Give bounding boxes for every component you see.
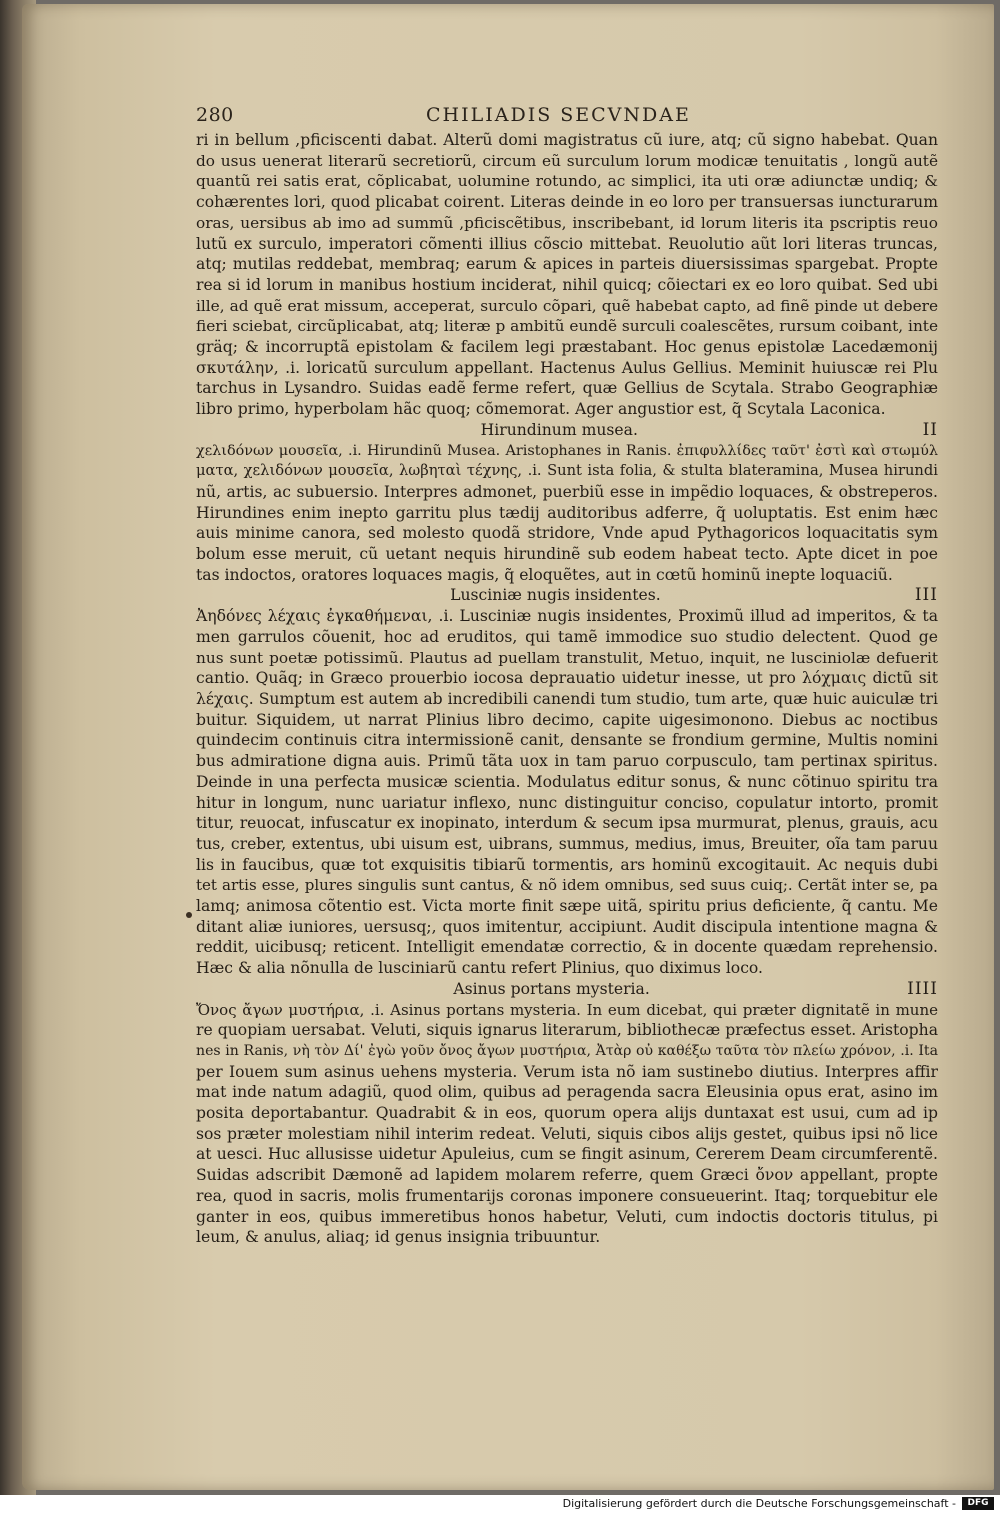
section-heading xyxy=(196,585,938,606)
text-line: re quopiam uersabat. Veluti, siquis ignarus literarum, bibliothecæ præfectus esset. Aristopha xyxy=(196,1021,938,1040)
text-line: lis in faucibus, quæ tot exquisitis tibiarũ tormentis, ars hominũ excogitauit. Ac nequis dubi xyxy=(196,855,938,874)
text-line: buitur. Siquidem, ut narrat Plinius libro decimo, capite uigesimonono. Diebus ac noctibus xyxy=(196,710,938,729)
text-line: nus sunt poetæ potissimũ. Plautus ad puellam transtulit, Metuo, inquit, ne lusciniolæ defuerit xyxy=(196,648,938,667)
text-line: do usus uenerat literarũ secretiorũ, circum eũ surculum lorum modicæ tenuitatis , longũ autẽ xyxy=(196,151,938,170)
ink-spot xyxy=(186,912,192,918)
text-line: fieri sciebat, circũplicabat, atq; literæ p ambitũ eundẽ surculi coalescẽtes, rursum coibant, inte xyxy=(196,317,938,336)
text-line: hitur in longum, nunc uariatur inflexo, nunc distinguitur conciso, copulatur intorto, promit xyxy=(196,793,938,812)
text-line: per Iouem sum asinus uehens mysteria. Verum ista nõ iam sustinebo diutius. Interpres affir xyxy=(196,1062,938,1081)
text-line: posita deportabantur. Quadrabit & in eos, quorum opera alijs duntaxat est usui, cum ad ip xyxy=(196,1104,938,1123)
text-line: quantũ rei satis erat, cõplicabat, uolumine rotundo, ac simplici, ita uti oræ adiunctæ undiq; & xyxy=(196,172,938,191)
section-heading-text: Lusciniæ nugis insidentes. xyxy=(450,586,661,605)
text-line: tet artis esse, plures singulis sunt cantus, & nõ idem omnibus, sed suus cuiq;. Certãt inter se, pa xyxy=(196,876,938,895)
text-line: χελιδόνων μουσεῖα, .i. Hirundinũ Musea. Aristophanes in Ranis. ἐπιφυλλίδες ταῦτ' ἐστὶ καὶ στωμύλ xyxy=(196,442,938,459)
text-line: auis minime canora, sed molesto quodã stridore, Vnde apud Pythagoricos loquacitatis sym xyxy=(196,524,938,543)
text-line: sos præter molestiam nihil interim redeat. Veluti, siquis cibos alijs gestet, quibus ipsi nõ lice xyxy=(196,1124,938,1143)
text-line: bolum esse meruit, cũ uetant nequis hirundinẽ sub eodem habeat tecto. Apte dicet in poe xyxy=(196,545,938,564)
text-line: gräq; & incorruptã epistolam & facilem legi præstabant. Hoc genus epistolæ Lacedæmonij xyxy=(196,338,938,357)
section-number: II xyxy=(922,419,938,440)
text-line: lamq; animosa cõtentio est. Victa morte finit sæpe uitã, spiritu prius deficiente, q̃ cantu. Me xyxy=(196,897,938,916)
text-line: titur, reuocat, infuscatur ex inopinato, interdum & secum ipsa murmurat, plenus, grauis, acu xyxy=(196,814,938,833)
text-line: ille, ad quẽ erat missum, acceperat, surculo cõpari, quẽ habebat capto, ad finẽ pinde ut debere xyxy=(196,296,938,315)
text-line: σκυτάλην, .i. loricatũ surculum appellant. Hactenus Aulus Gellius. Meminit huiuscæ rei Plu xyxy=(196,358,938,377)
text-line: men garrulos cõuenit, hoc ad eruditos, qui tamẽ immodice suo studio delectent. Quod ge xyxy=(196,627,938,646)
text-line: Deinde in una perfecta musicæ scientia. Modulatus editur sonus, & nunc cõtinuo spiritu tra xyxy=(196,772,938,791)
text-line: λέχαις. Sumptum est autem ab incredibili canendi tum studio, tum arte, quæ huic auiculæ tri xyxy=(196,689,938,708)
text-line: ματα, χελιδόνων μουσεῖα, λωβηταὶ τέχνης, .i. Sunt ista folia, & stulta blateramina, Musea hirundi xyxy=(196,462,938,480)
text-line: ditant aliæ iuniores, uersusq;, quos imitentur, accipiunt. Audit discipula intentione magna & xyxy=(196,917,938,936)
text-line: lutũ ex surculo, imperatori cõmenti illius cõscio mittebat. Reuolutio aũt lori literas truncas, xyxy=(196,234,938,253)
text-line: Hæc & alia nõnulla de lusciniarũ cantu refert Plinius, quo diximus loco. xyxy=(196,959,764,978)
running-head: CHILIADIS SECVNDAE xyxy=(426,104,691,126)
text-line: Ὄνος ἄγων μυστήρια, .i. Asinus portans mysteria. In eum dicebat, qui præter dignitatẽ in mune xyxy=(196,1000,938,1019)
section-heading xyxy=(196,979,938,1000)
text-line: rea si id lorum in manibus hostium inciderat, nihil quicq; cõiectari ex eo loro quibat. Sed ubi xyxy=(196,275,938,294)
text-line: atq; mutilas reddebat, membraq; earum & apices in parteis diuersissimas spargebat. Propte xyxy=(196,255,938,274)
text-line: mat inde natum adagiũ, quod olim, quibus ad peragenda sacra Eleusinia opus erat, asino im xyxy=(196,1083,938,1102)
text-line: nes in Ranis, νὴ τὸν Δί' ἐγὼ γοῦν ὄνος ἄγων μυστήρια, Ἀτὰρ οὐ καθέξω ταῦτα τὸν πλείω χρόνον, .i. Ita xyxy=(196,1042,938,1059)
text-line: tus, creber, extentus, ubi uisum est, uibrans, summus, medius, imus, Breuiter, oĩa tam paruu xyxy=(196,834,938,853)
text-line: libro primo, hyperbolam hãc quoq; cõmemorat. Ager angustior est, q̃ Scytala Laconica. xyxy=(196,400,886,419)
text-line: cohærentes lori, quod plicabat coirent. Literas deinde in eo loro per transuersas iuncturarum xyxy=(196,193,938,212)
text-line: Hirundines enim inepto garritu plus tædij auditoribus adferre, q̃ uoluptatis. Est enim hæc xyxy=(196,503,938,522)
text-line: tas indoctos, oratores loquaces magis, q̃ eloquẽtes, aut in cœtũ hominũ inepte loquaciũ. xyxy=(196,565,893,584)
text-line: bus admiratione digna auis. Primũ tãta uox in tam paruo corpusculo, tam pertinax spiritus. xyxy=(196,752,938,771)
text-line: ganter in eos, quibus immeretibus honos habetur, Veluti, cum indoctis doctoris titulus, pi xyxy=(196,1207,938,1226)
text-line: Suidas adscribit Dæmonẽ ad lapidem molarem referre, quem Græci ὄνον appellant, propte xyxy=(196,1166,938,1185)
section-number: IIII xyxy=(907,978,938,999)
text-line: oras, uersibus ab imo ad summũ ,pficiscẽtibus, inscribebant, id lorum literis ita pscriptis reuo xyxy=(196,213,938,232)
text-line: quindecim continuis citra intermissionẽ canit, densante se frondium germine, Multis nomini xyxy=(196,731,938,750)
section-heading-text: Asinus portans mysteria. xyxy=(453,979,650,998)
footer-credit: Digitalisierung gefördert durch die Deutsche Forschungsgemeinschaft - xyxy=(562,1497,956,1510)
section-heading-text: Hirundinum musea. xyxy=(480,420,638,439)
section-heading xyxy=(196,420,938,441)
text-line: nũ, artis, ac subuersio. Interpres admonet, puerbiũ esse in impẽdio loquaces, & obstreperos. xyxy=(196,482,938,501)
dfg-logo-icon: DFG xyxy=(962,1497,994,1510)
text-line: ri in bellum ,pficiscenti dabat. Alterũ domi magistratus cũ iure, atq; cũ signo habebat. Quan xyxy=(196,131,938,149)
folio-number: 280 xyxy=(196,104,234,126)
text-block xyxy=(196,130,938,1248)
text-line: Ἀηδόνες λέχαις ἐγκαθήμεναι, .i. Lusciniæ nugis insidentes, Proximũ illud ad imperitos, & ta xyxy=(196,607,938,626)
text-line: cantio. Quãq; in Græco prouerbio iocosa deprauatio uidetur inesse, ut pro λόχμαις dictũ sit xyxy=(196,669,938,688)
text-line: leum, & anulus, aliaq; id genus insignia tribuuntur. xyxy=(196,1228,601,1247)
section-number: III xyxy=(914,585,938,606)
text-line: reddit, uicibusq; reticent. Intelligit emendatæ correctio, & in docente quædam reprehensio. xyxy=(196,938,938,957)
text-line: rea, quod in sacris, molis frumentarijs coronas imponere consueuerint. Itaq; torquebitur ele xyxy=(196,1186,938,1205)
text-line: at uesci. Huc allusisse uidetur Apuleius, cum se fingit asinum, Cererem Deam circumferentẽ. xyxy=(196,1145,938,1164)
text-line: tarchus in Lysandro. Suidas eadẽ ferme refert, quæ Gellius de Scytala. Strabo Geographiæ xyxy=(196,379,938,398)
